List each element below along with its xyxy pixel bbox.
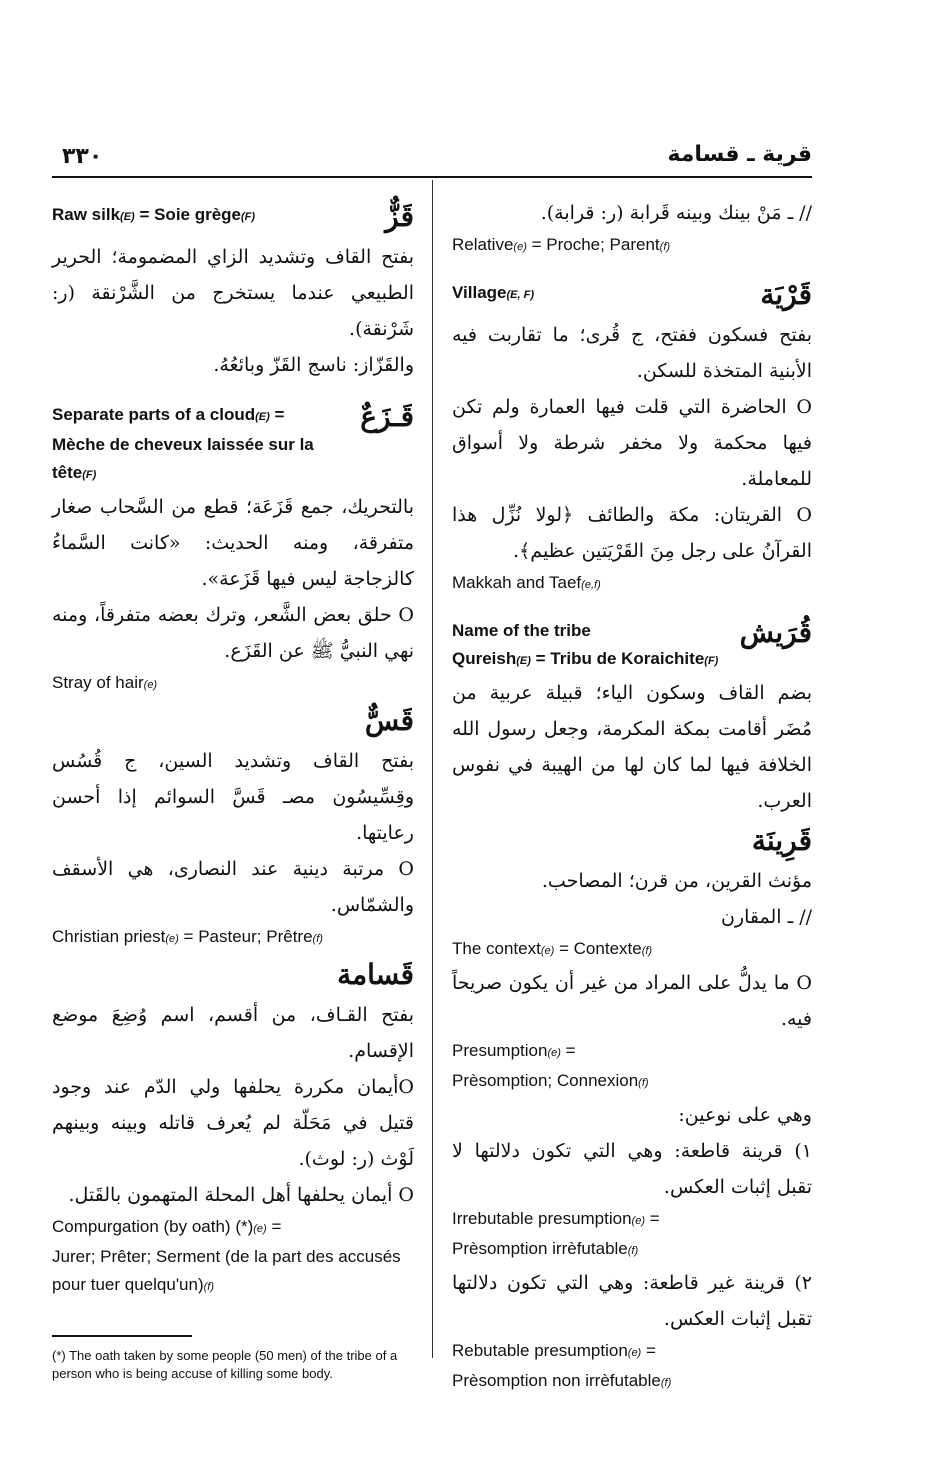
sense-gloss: Christian priest(e) = Pasteur; Prêtre(f) — [52, 927, 323, 946]
footnote: (*) The oath taken by some people (50 men) of the tribe of a person who is being accuse of killing some body. — [52, 1348, 398, 1381]
definition: بضم القاف وسكون الياء؛ قبيلة عربية من مُضَر أقامت بمكة المكرمة، وجعل رسول الله الخلافة فيها لما كان لها من الهيبة في نفوس العرب. — [452, 682, 812, 812]
definition: O القريتان: مكة والطائف ﴿لولا نُزِّل هذا القرآنُ على رجل مِنَ القَرْيَتين عظيم﴾. — [452, 504, 812, 562]
definition: O أيمان يحلفها أهل المحلة المتهمون بالقَتل. — [68, 1184, 414, 1206]
column-divider — [432, 180, 433, 1358]
entry-gloss: Separate parts of a cloud(E) = Mèche de cheveux laissée sur la tête(F) — [52, 405, 314, 482]
page-number: ٣٣٠ — [62, 144, 103, 169]
definition: بفتح فسكون ففتح، ج قُرى؛ ما تقاربت فيه الأبنية المتخذة للسكن. — [452, 324, 812, 382]
header-rule — [52, 176, 812, 178]
definition: O ما يدلُّ على المراد من غير أن يكون صريحاً فيه. — [452, 972, 812, 1030]
entry-quraysh — [452, 611, 812, 819]
definition: والقَزّاز: ناسج القَزّ وبائعُهُ. — [213, 354, 414, 376]
sense-gloss: Compurgation (by oath) (*)(e) = Jurer; Prêter; Serment (de la part des accusés pour tuer quelqu'un)(f) — [52, 1217, 401, 1294]
sense-gloss: Rebutable presumption(e) = Prèsomption non irrèfutable(f) — [452, 1341, 672, 1390]
definition: // ـ المقارن — [720, 906, 812, 928]
sense-gloss: The context(e) = Contexte(f) — [452, 939, 653, 958]
headword: قَزٌّ — [385, 200, 414, 233]
definition: Oأيمان مكررة يحلفها ولي الدّم عند وجود قتيل في مَحَلّة لم يُعرف قاتله وبينه وبينهم لَوْث (ر: لوث). — [52, 1076, 414, 1170]
sense-gloss: Relative(e) = Proche; Parent(f) — [452, 235, 671, 254]
running-title: قرية ـ قسامة — [667, 142, 812, 167]
footnote-rule — [52, 1335, 192, 1337]
definition: O مرتبة دينية عند النصارى، هي الأسقف والشمّاس. — [52, 858, 414, 916]
entry-gloss: Name of the tribe Qureish(E) = Tribu de Koraichite(F) — [452, 621, 719, 668]
definition: بفتح القـاف، من أقسم، اسم وُضِعَ موضع الإقسام. — [52, 1004, 414, 1062]
definition: مؤنث القرين، من قرن؛ المصاحب. — [541, 870, 812, 892]
entry-qarya — [452, 273, 812, 599]
entry-qaza — [52, 395, 414, 699]
definition: O حلق بعض الشَّعر، وترك بعضه متفرقاً، ومنه نهي النبيُّ ﷺ عن القَزَع. — [52, 604, 414, 662]
entry-gloss: Raw silk(E) = Soie grège(F) — [52, 205, 256, 224]
page-header — [52, 140, 812, 178]
definition: // ـ مَنْ بينك وبينه قَرابة (ر: قرابة). — [540, 202, 812, 224]
entry-qazz — [52, 195, 414, 383]
definition: ١) قرينة قاطعة: وهي التي تكون دلالتها لا تقبل إثبات العكس. — [452, 1140, 812, 1198]
definition: بفتح القاف وتشديد الزاي المضمومة؛ الحرير الطبيعي عندما يستخرج من الشَّرْنقة (ر: شَرْنقة). — [52, 246, 414, 340]
headword: قَـزَعٌ — [360, 400, 414, 433]
headword: قُرَيش — [739, 616, 812, 649]
right-column — [452, 195, 812, 1397]
headword: قَرِينَة — [751, 824, 812, 857]
definition: O الحاضرة التي قلت فيها العمارة ولم تكن فيها محكمة ولا مخفر شرطة ولا أسواق للمعاملة. — [452, 396, 812, 490]
entry-gloss: Village(E, F) — [452, 283, 534, 302]
headword: قَسامة — [337, 958, 414, 991]
sense-gloss: Irrebutable presumption(e) = Prèsomption irrèfutable(f) — [452, 1209, 660, 1258]
sense-gloss: Stray of hair(e) — [52, 673, 158, 692]
definition: ٢) قرينة غير قاطعة: وهي التي تكون دلالتها تقبل إثبات العكس. — [452, 1272, 812, 1330]
definition: بفتح القاف وتشديد السين، ج قُسُس وقِسِّيسُون مصـ قَسَّ السوائم إذا أحسن رعايتها. — [52, 750, 414, 844]
definition: وهي على نوعين: — [678, 1104, 812, 1126]
entry-continuation — [452, 195, 812, 261]
entry-qarina — [452, 819, 812, 1397]
left-column — [52, 195, 414, 1383]
sense-gloss: Makkah and Taef(e,f) — [452, 573, 601, 592]
headword: قَرْيَة — [760, 278, 812, 311]
definition: بالتحريك، جمع قَزَعَة؛ قطع من السَّحاب صغار متفرقة، ومنه الحديث: «كانت السَّماءُ كالزجاجة ليس فيها قَزَعة». — [52, 496, 414, 590]
entry-qasama — [52, 953, 414, 1301]
headword: قَسٌّ — [364, 704, 414, 737]
sense-gloss: Presumption(e) = Prèsomption; Connexion(f) — [452, 1041, 649, 1090]
entry-qass — [52, 699, 414, 953]
